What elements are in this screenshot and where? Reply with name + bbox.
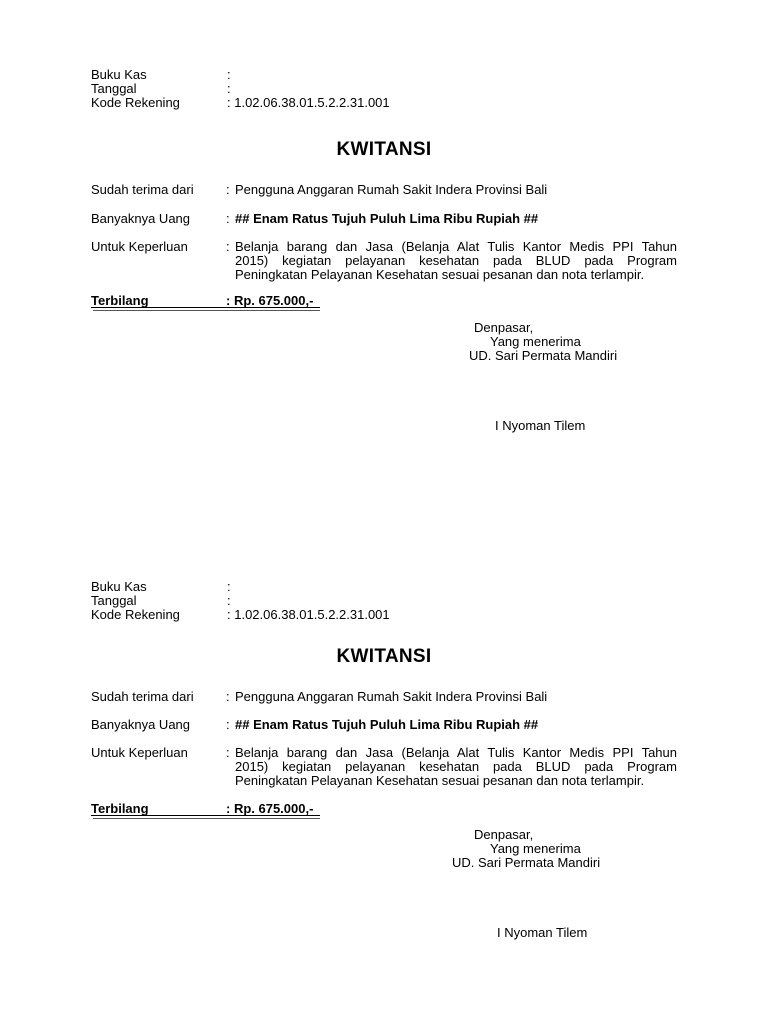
place-date: Denpasar,: [474, 320, 534, 335]
receipt-2: [0, 511, 768, 940]
receiver-name: I Nyoman Tilem: [495, 418, 586, 433]
tanggal-value: :: [227, 81, 231, 96]
kode-rekening-value: : 1.02.06.38.01.5.2.2.31.001: [227, 95, 390, 110]
receiver-name: I Nyoman Tilem: [497, 925, 588, 940]
buku-kas-value: :: [227, 579, 231, 594]
buku-kas-label: Buku Kas: [91, 67, 147, 82]
purpose-line: Peningkatan Pelayanan Kesehatan sesuai pesanan dan nota terlampir.: [235, 267, 645, 282]
received-from-colon: :: [226, 182, 230, 197]
purpose-label: Untuk Keperluan: [91, 239, 188, 254]
purpose-colon: :: [226, 239, 230, 254]
purpose-line: Belanja barang dan Jasa (Belanja Alat Tulis Kantor Medis PPI Tahun: [235, 745, 677, 760]
purpose-line: Belanja barang dan Jasa (Belanja Alat Tulis Kantor Medis PPI Tahun: [235, 239, 677, 254]
amount-colon: :: [226, 717, 230, 732]
total-label: Terbilang: [91, 293, 149, 308]
receipt-title: KWITANSI: [336, 139, 432, 160]
amount-label: Banyaknya Uang: [91, 211, 191, 226]
tanggal-label: Tanggal: [91, 593, 137, 608]
total-underline: [91, 307, 320, 308]
receipt-1: [0, 0, 768, 433]
purpose-line: Peningkatan Pelayanan Kesehatan sesuai pesanan dan nota terlampir.: [235, 773, 645, 788]
received-from-value: Pengguna Anggaran Rumah Sakit Indera Provinsi Bali: [235, 689, 548, 704]
total-label: Terbilang: [91, 801, 149, 816]
received-from-value: Pengguna Anggaran Rumah Sakit Indera Provinsi Bali: [235, 182, 548, 197]
buku-kas-label: Buku Kas: [91, 579, 147, 594]
amount-value: ## Enam Ratus Tujuh Puluh Lima Ribu Rupiah ##: [235, 717, 539, 732]
place-date: Denpasar,: [474, 827, 534, 842]
receiver-label: Yang menerima: [490, 841, 581, 856]
total-value: : Rp. 675.000,-: [226, 293, 314, 308]
total-underline: [91, 815, 320, 816]
total-underline-shadow: [93, 310, 320, 311]
kode-rekening-label: Kode Rekening: [91, 95, 180, 110]
purpose-label: Untuk Keperluan: [91, 745, 188, 760]
received-from-label: Sudah terima dari: [91, 689, 194, 704]
tanggal-value: :: [227, 593, 231, 608]
kode-rekening-label: Kode Rekening: [91, 607, 180, 622]
receiver-company: UD. Sari Permata Mandiri: [469, 348, 618, 363]
amount-label: Banyaknya Uang: [91, 717, 191, 732]
purpose-colon: :: [226, 745, 230, 760]
amount-colon: :: [226, 211, 230, 226]
purpose-text: [235, 240, 677, 282]
purpose-text: [235, 746, 677, 788]
amount-value: ## Enam Ratus Tujuh Puluh Lima Ribu Rupiah ##: [235, 211, 539, 226]
total-underline-shadow: [93, 818, 320, 819]
purpose-line: 2015) kegiatan pelayanan kesehatan pada BLUD pada Program: [235, 759, 677, 774]
buku-kas-value: :: [227, 67, 231, 82]
receipt-title: KWITANSI: [336, 646, 432, 667]
kode-rekening-value: : 1.02.06.38.01.5.2.2.31.001: [227, 607, 390, 622]
received-from-label: Sudah terima dari: [91, 182, 194, 197]
received-from-colon: :: [226, 689, 230, 704]
receiver-label: Yang menerima: [490, 334, 581, 349]
purpose-line: 2015) kegiatan pelayanan kesehatan pada BLUD pada Program: [235, 253, 677, 268]
tanggal-label: Tanggal: [91, 81, 137, 96]
total-value: : Rp. 675.000,-: [226, 801, 314, 816]
receiver-company: UD. Sari Permata Mandiri: [452, 855, 601, 870]
